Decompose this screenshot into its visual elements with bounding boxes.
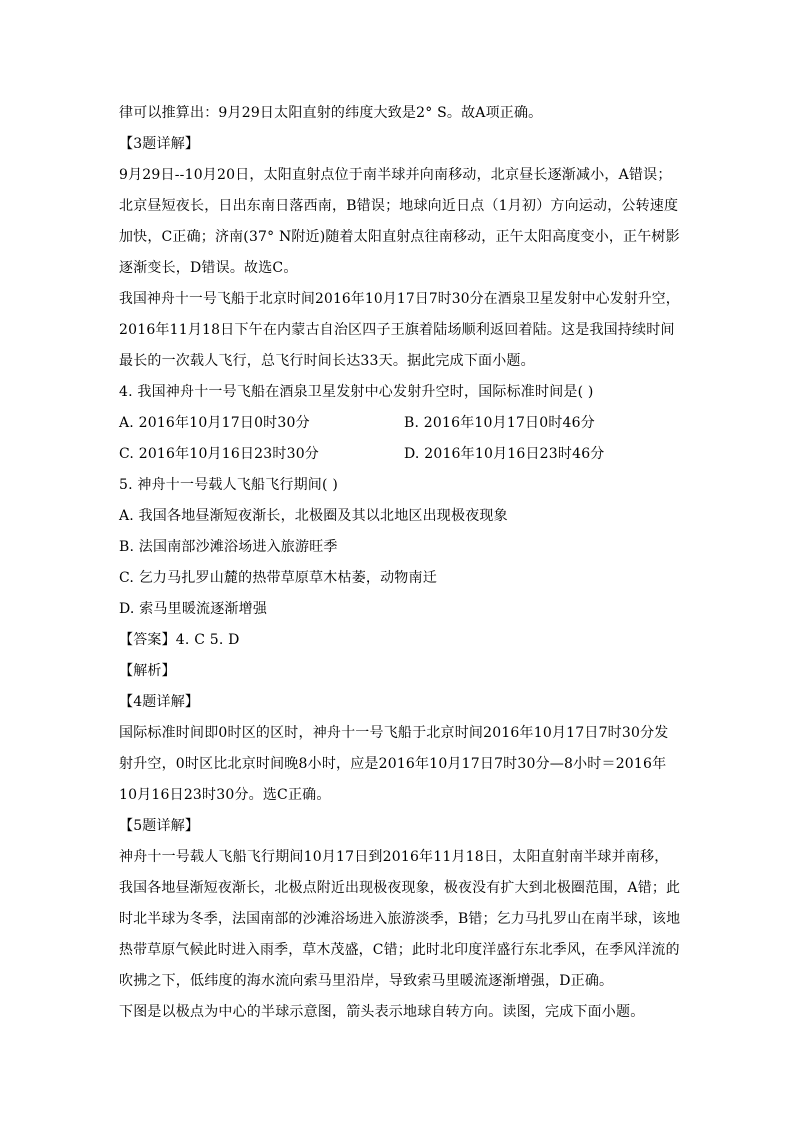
text-line: 热带草原气候此时进入雨季，草木茂盛，C错；此时北印度洋盛行东北季风，在季风洋流的: [119, 942, 680, 958]
question-5: 5. 神舟十一号载人飞船飞行期间( ): [119, 477, 338, 493]
option-5d: D. 索马里暖流逐渐增强: [119, 601, 268, 617]
option-4c: C. 2016年10月16日23时30分: [119, 446, 319, 462]
section-heading: 【5题详解】: [119, 818, 200, 834]
section-heading: 【4题详解】: [119, 694, 200, 710]
option-4a: A. 2016年10月17日0时30分: [119, 415, 310, 431]
text-line: 律可以推算出：9月29日太阳直射的纬度大致是2° S。故A项正确。: [119, 105, 543, 121]
answer-line: 【答案】4. C 5. D: [119, 632, 240, 648]
section-heading: 【3题详解】: [119, 136, 200, 152]
text-line: 国际标准时间即0时区的区时，神舟十一号飞船于北京时间2016年10月17日7时30分发: [119, 725, 669, 741]
text-line: 时北半球为冬季，法国南部的沙滩浴场进入旅游淡季，B错；乞力马扎罗山在南半球，该地: [119, 911, 681, 927]
text-line: 加快，C正确；济南(37° N附近)随着太阳直射点往南移动，正午太阳高度变小，正午树影: [119, 229, 680, 245]
text-line: 我国各地昼渐短夜渐长，北极点附近出现极夜现象，极夜没有扩大到北极圈范围，A错；此: [119, 880, 681, 896]
text-line: 吹拂之下，低纬度的海水流向索马里沿岸，导致索马里暖流逐渐增强，D正确。: [119, 973, 614, 989]
option-4b: B. 2016年10月17日0时46分: [404, 415, 595, 431]
text-line: 我国神舟十一号飞船于北京时间2016年10月17日7时30分在酒泉卫星发射中心发射升空，: [119, 291, 680, 307]
text-line: 10月16日23时30分。选C正确。: [119, 787, 331, 803]
question-4: 4. 我国神舟十一号飞船在酒泉卫星发射中心发射升空时，国际标准时间是( ): [119, 384, 594, 400]
text-line: 下图是以极点为中心的半球示意图，箭头表示地球自转方向。读图，完成下面小题。: [119, 1004, 645, 1020]
text-line: 9月29日--10月20日，太阳直射点位于南半球并向南移动，北京昼长逐渐减小，A错误；: [119, 167, 672, 183]
text-line: 2016年11月18日下午在内蒙古自治区四子王旗着陆场顺利返回着陆。这是我国持续时间: [119, 322, 675, 338]
option-5a: A. 我国各地昼渐短夜渐长，北极圈及其以北地区出现极夜现象: [119, 508, 508, 524]
text-line: 神舟十一号载人飞船飞行期间10月17日到2016年11月18日，太阳直射南半球并南移，: [119, 849, 669, 865]
option-5b: B. 法国南部沙滩浴场进入旅游旺季: [119, 539, 338, 555]
section-heading: 【解析】: [119, 663, 176, 679]
option-4d: D. 2016年10月16日23时46分: [404, 446, 605, 462]
text-line: 最长的一次载人飞行，总飞行时间长达33天。据此完成下面小题。: [119, 353, 535, 369]
text-line: 逐渐变长，D错误。故选C。: [119, 260, 298, 276]
text-line: 射升空，0时区比北京时间晚8小时，应是2016年10月17日7时30分—8小时＝2016年: [119, 756, 667, 772]
option-5c: C. 乞力马扎罗山麓的热带草原草木枯萎，动物南迁: [119, 570, 437, 586]
text-line: 北京昼短夜长，日出东南日落西南，B错误；地球向近日点（1月初）方向运动，公转速度: [119, 198, 679, 214]
